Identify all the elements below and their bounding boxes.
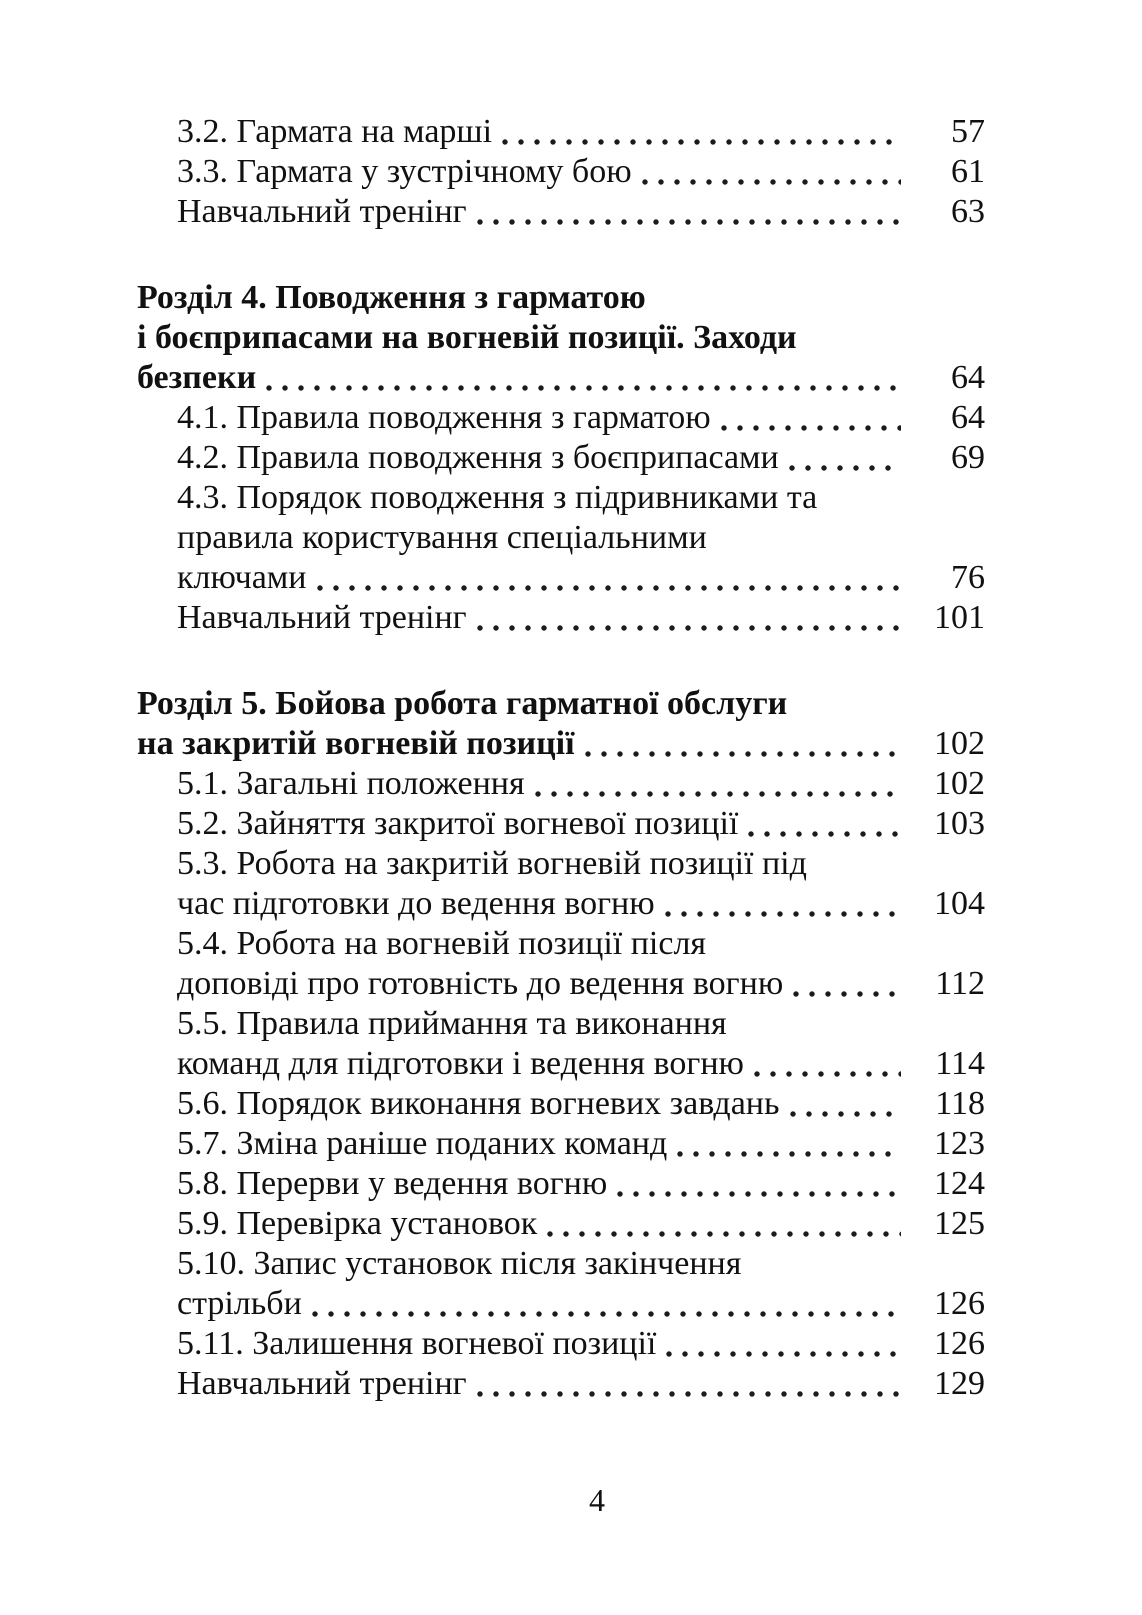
toc-entry-text: 5.11. Залишення вогневої позиції: [177, 1325, 657, 1362]
dot-leader: [790, 1084, 902, 1124]
dot-leader: [477, 598, 901, 638]
toc-page-number: 64: [951, 399, 985, 436]
toc-entry-text: 5.7. Зміна раніше поданих команд: [177, 1125, 668, 1162]
page-footer: [0, 1482, 1142, 1518]
dot-leader: [677, 1124, 901, 1164]
toc-page-number: 101: [934, 599, 985, 636]
toc-entry: [137, 598, 985, 638]
toc-page-number: 103: [934, 805, 985, 842]
dot-leader: [535, 764, 901, 804]
toc-entry-line: [137, 318, 985, 358]
toc-entry-text: Розділ 5. Бойова робота гарматної обслуги: [137, 685, 788, 722]
toc-entry-lastline: [177, 152, 985, 192]
toc-entry-line: [137, 684, 985, 724]
toc-entry-line: [177, 1244, 985, 1284]
dot-leader: [477, 1364, 901, 1404]
toc-entry: [137, 1164, 985, 1204]
toc-page-number: 102: [934, 765, 985, 802]
toc-page-number: 118: [935, 1085, 985, 1122]
toc-entry-lastline: [177, 884, 985, 924]
toc-page-number: 63: [951, 193, 985, 230]
toc-entry-text: стрільби: [177, 1285, 302, 1322]
toc-entry: [137, 192, 985, 232]
toc-entry-lastline: [137, 358, 985, 398]
toc-entry-line: [177, 518, 985, 558]
toc-entry: [137, 764, 985, 804]
toc-entry-text: безпеки: [137, 359, 257, 396]
toc-entry-text: Навчальний тренінг: [177, 599, 467, 636]
toc-entry-text: 5.4. Робота на вогневій позиції після: [177, 925, 707, 962]
toc-entry-lastline: [177, 558, 985, 598]
toc-page-number: 123: [934, 1125, 985, 1162]
toc-page-number: 102: [934, 725, 985, 762]
dot-leader: [312, 1284, 901, 1324]
toc-entry: [137, 1364, 985, 1404]
toc-entry-text: і боєприпасами на вогневій позиції. Заходи: [137, 319, 797, 356]
toc-page-number: 129: [934, 1365, 985, 1402]
toc-entry: [137, 478, 985, 598]
toc-entry-text: 5.10. Запис установок після закінчення: [177, 1245, 742, 1282]
toc-entry-text: 4.2. Правила поводження з боєприпасами: [177, 439, 779, 476]
toc-entry-text: 5.5. Правила приймання та виконання: [177, 1005, 727, 1042]
dot-leader: [617, 1164, 901, 1204]
toc-entry-text: доповіді про готовність до ведення вогню: [177, 965, 784, 1002]
toc-entry-lastline: [177, 1324, 985, 1364]
toc-entry-text: 4.1. Правила поводження з гарматою: [177, 399, 711, 436]
toc-entry-lastline: [177, 1164, 985, 1204]
toc-page-number: 126: [934, 1325, 985, 1362]
toc-entry: [137, 278, 985, 398]
toc-entry-lastline: [177, 598, 985, 638]
toc-entry-text: 5.8. Перерви у ведення вогню: [177, 1165, 608, 1202]
toc-entry-lastline: [177, 398, 985, 438]
dot-leader: [748, 804, 901, 844]
toc-page-number: 76: [951, 559, 985, 596]
toc-entry-text: 5.3. Робота на закритій вогневій позиції під: [177, 845, 807, 882]
toc-entry-text: 3.3. Гармата у зустрічному бою: [177, 153, 632, 190]
toc-entry-lastline: [177, 1044, 985, 1084]
dot-leader: [665, 884, 901, 924]
toc-entry-text: 5.1. Загальні положення: [177, 765, 525, 802]
dot-leader: [502, 112, 901, 152]
toc-page-number: 114: [935, 1045, 985, 1082]
toc-entry: [137, 1084, 985, 1124]
dot-leader: [266, 358, 901, 398]
dot-leader: [754, 1044, 901, 1084]
toc-entry-lastline: [177, 1124, 985, 1164]
toc-entry-lastline: [177, 1284, 985, 1324]
toc-entry: [137, 1204, 985, 1244]
toc-entry-text: 4.3. Порядок поводження з підривниками та: [177, 479, 818, 516]
toc-entry: [137, 438, 985, 478]
toc-entry: [137, 112, 985, 152]
toc-page-number: 57: [951, 113, 985, 150]
toc-entry-text: час підготовки до ведення вогню: [177, 885, 655, 922]
toc-entry-text: 5.2. Зайняття закритої вогневої позиції: [177, 805, 739, 842]
toc-entry-text: Навчальний тренінг: [177, 1365, 467, 1402]
toc-page-number: 61: [951, 153, 985, 190]
toc-entry-lastline: [177, 964, 985, 1004]
page-number: 4: [589, 1482, 605, 1518]
toc-entry-text: ключами: [177, 559, 307, 596]
toc-entry-lastline: [177, 192, 985, 232]
dot-leader: [666, 1324, 901, 1364]
toc-page-number: 125: [934, 1205, 985, 1242]
toc-entry: [137, 1124, 985, 1164]
dot-leader: [585, 724, 901, 764]
toc-entry-text: на закритій вогневій позиції: [137, 725, 575, 762]
toc-entry: [137, 1324, 985, 1364]
toc-entry-text: команд для підготовки і ведення вогню: [177, 1045, 744, 1082]
toc-page-number: 64: [951, 359, 985, 396]
toc-entry-text: 3.2. Гармата на марші: [177, 113, 493, 150]
toc-entry-line: [177, 844, 985, 884]
toc-entry: [137, 924, 985, 1004]
toc-entry-lastline: [177, 1084, 985, 1124]
dot-leader: [317, 558, 902, 598]
toc-entry-lastline: [177, 764, 985, 804]
dot-leader: [793, 964, 901, 1004]
toc-page-number: 126: [934, 1285, 985, 1322]
dot-leader: [547, 1204, 901, 1244]
toc-entry-line: [177, 924, 985, 964]
toc-page-number: 124: [934, 1165, 985, 1202]
dot-leader: [642, 152, 901, 192]
toc-entry: [137, 804, 985, 844]
toc-page-number: 69: [951, 439, 985, 476]
toc-entry-text: 5.9. Перевірка установок: [177, 1205, 538, 1242]
toc-entry-line: [137, 278, 985, 318]
toc-page-number: 112: [935, 965, 985, 1002]
toc-entry: [137, 844, 985, 924]
toc-entry-lastline: [177, 804, 985, 844]
dot-leader: [789, 438, 901, 478]
table-of-contents: [137, 112, 985, 1404]
toc-entry-text: Розділ 4. Поводження з гарматою: [137, 279, 646, 316]
toc-entry-text: правила користування спеціальними: [177, 519, 707, 556]
toc-entry-lastline: [177, 112, 985, 152]
toc-entry: [137, 1004, 985, 1084]
toc-entry-lastline: [137, 724, 985, 764]
toc-entry: [137, 1244, 985, 1324]
toc-entry-text: Навчальний тренінг: [177, 193, 467, 230]
toc-entry-text: 5.6. Порядок виконання вогневих завдань: [177, 1085, 780, 1122]
toc-entry: [137, 152, 985, 192]
toc-page-number: 104: [934, 885, 985, 922]
toc-entry-lastline: [177, 438, 985, 478]
toc-entry-line: [177, 1004, 985, 1044]
toc-entry-lastline: [177, 1364, 985, 1404]
toc-entry: [137, 398, 985, 438]
toc-entry: [137, 684, 985, 764]
toc-entry-line: [177, 478, 985, 518]
dot-leader: [477, 192, 901, 232]
dot-leader: [721, 398, 901, 438]
toc-entry-lastline: [177, 1204, 985, 1244]
